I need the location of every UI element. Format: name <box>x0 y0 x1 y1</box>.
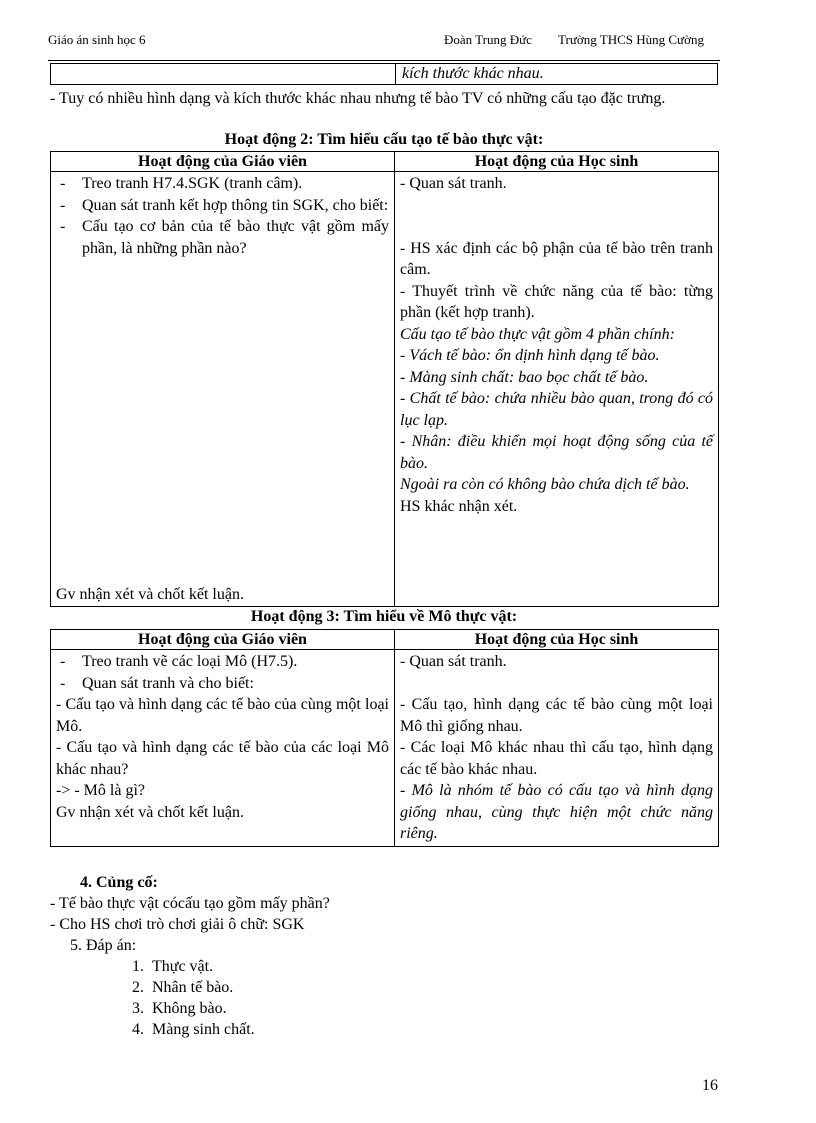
list-item: - Cấu tạo và hình dạng các tế bào của các loại Mô khác nhau? <box>56 739 389 778</box>
page-number: 16 <box>702 1077 718 1094</box>
section-consolidation <box>50 872 718 1040</box>
list-item: - Màng sinh chất: bao bọc chất tế bào. <box>400 368 649 386</box>
page-header <box>48 32 720 61</box>
activity3-student-cell <box>395 650 719 847</box>
list-item: - HS xác định các bộ phận của tế bào trên tranh câm. <box>400 239 713 278</box>
list-item: 1. Thực vật. <box>148 956 718 977</box>
activity2-col-student: Hoạt động của Học sinh <box>395 152 719 172</box>
list-item: - Treo tranh vẽ các loại Mô (H7.5). <box>60 653 298 670</box>
list-item: 4. Màng sinh chất. <box>148 1019 718 1040</box>
list-item: - Quan sát tranh. <box>400 175 507 192</box>
header-subject: Giáo án sinh học 6 <box>48 32 146 47</box>
continued-table-row <box>50 63 718 85</box>
list-item: - Chất tế bào: chứa nhiều bào quan, trong đó có lục lạp. <box>400 390 713 429</box>
list-item: Ngoài ra còn có không bào chứa dịch tế bào. <box>400 476 690 493</box>
header-author: Đoàn Trung Đức <box>444 32 532 47</box>
activity3-title: Hoạt động 3: Tìm hiểu về Mô thực vật: <box>250 608 518 625</box>
list-item: - Cấu tạo, hình dạng các tế bào cùng một loại Mô thì giống nhau. <box>400 696 713 735</box>
section4-title: 4. Củng cố: <box>80 874 158 891</box>
list-item: - Cấu tạo cơ bản của tế bào thực vật gồm mấy phần, là những phần nào? <box>60 218 389 257</box>
activity2-teacher-conclusion: Gv nhận xét và chốt kết luận. <box>56 585 244 603</box>
section4-question: - Tế bào thực vật cócấu tạo gồm mấy phần? <box>50 895 330 912</box>
activity2-student-cell <box>395 172 719 607</box>
list-item: - Mô là nhóm tế bào có cấu tạo và hình dạng giống nhau, cùng thực hiện một chức năng riêng. <box>400 782 713 842</box>
list-item: Cấu tạo tế bào thực vật gồm 4 phần chính: <box>400 325 675 343</box>
list-item: -> - Mô là gì? <box>56 782 145 799</box>
list-item: 3. Không bào. <box>148 998 718 1019</box>
activity3-teacher-conclusion: Gv nhận xét và chốt kết luận. <box>56 803 244 821</box>
activity2-table <box>50 151 719 607</box>
list-item: - Quan sát tranh và cho biết: <box>60 674 254 692</box>
activity3-table <box>50 629 719 847</box>
list-item: - Cấu tạo và hình dạng các tế bào của cùng một loại Mô. <box>56 696 389 735</box>
continued-cell-text: kích thước khác nhau. <box>402 65 544 82</box>
list-item: - Quan sát tranh kết hợp thông tin SGK, cho biết: <box>60 196 389 214</box>
answers-list <box>50 956 718 1040</box>
activity3-col-student: Hoạt động của Học sinh <box>395 630 719 650</box>
activity3-teacher-cell <box>51 650 395 847</box>
activity2-title: Hoạt động 2: Tìm hiểu cấu tạo tế bào thực vật: <box>224 131 544 148</box>
section4-game: - Cho HS chơi trò chơi giải ô chữ: SGK <box>50 916 305 933</box>
list-item: - Quan sát tranh. <box>400 653 507 670</box>
activity2-col-teacher: Hoạt động của Giáo viên <box>51 152 395 172</box>
list-item: - Treo tranh H7.4.SGK (tranh câm). <box>60 175 303 192</box>
list-item: - Nhân: điều khiển mọi hoạt động sống của tế bào. <box>400 433 713 472</box>
list-item: - Vách tế bào: ổn dịnh hình dạng tế bào. <box>400 347 660 364</box>
activity3-col-teacher: Hoạt động của Giáo viên <box>51 630 395 650</box>
activity2-teacher-cell <box>51 172 395 607</box>
list-item: - Thuyết trình về chức năng của tế bào: từng phần (kết hợp tranh). <box>400 282 713 321</box>
list-item: - Các loại Mô khác nhau thì cấu tạo, hình dạng các tế bào khác nhau. <box>400 739 713 778</box>
header-school: Trường THCS Hùng Cường <box>558 32 704 47</box>
column-divider <box>395 64 396 84</box>
list-item: 2. Nhân tế bào. <box>148 977 718 998</box>
activity2-student-conclusion: HS khác nhận xét. <box>400 497 518 515</box>
answers-label: 5. Đáp án: <box>70 937 137 954</box>
intro-paragraph: - Tuy có nhiều hình dạng và kích thước khác nhau nhưng tế bào TV có những cấu tạo đặc trưng. <box>50 90 666 107</box>
